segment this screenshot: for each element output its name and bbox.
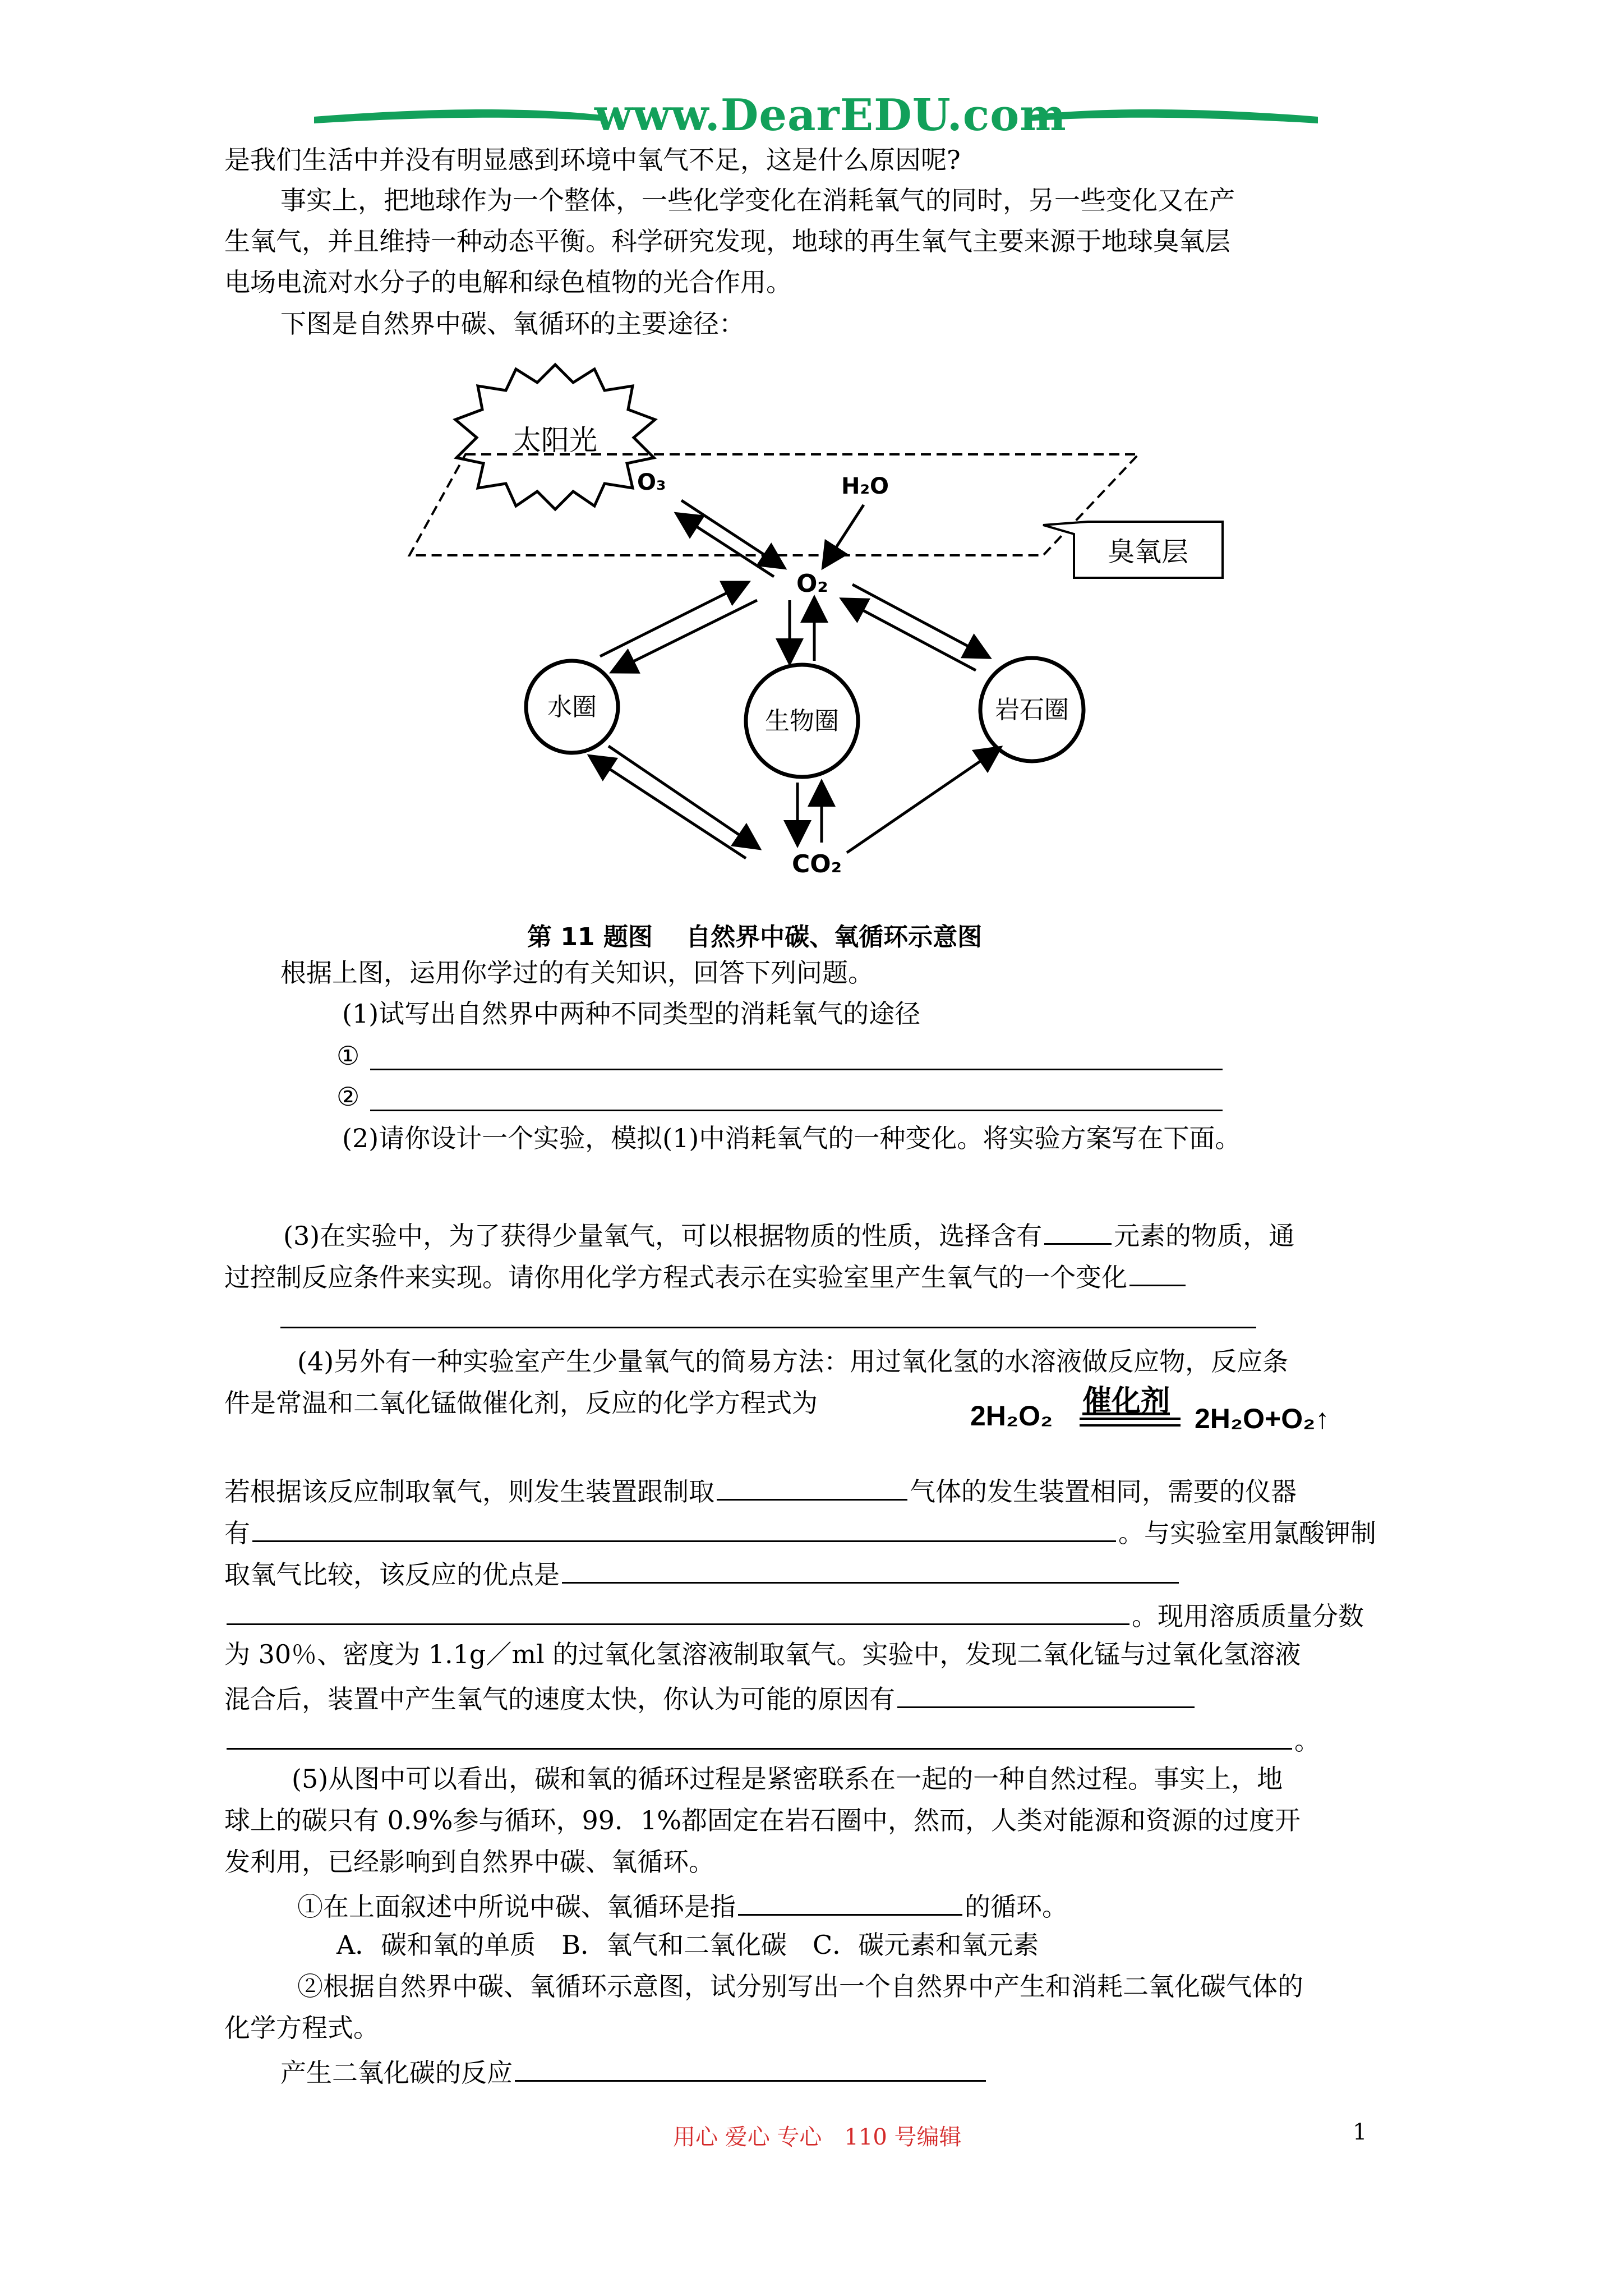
question-2: (2)请你设计一个实验，模拟(1)中消耗氧气的一种变化。将实验方案写在下面。 <box>342 1123 1241 1153</box>
q4-text-e: 取氧气比较，该反应的优点是 <box>224 1559 560 1590</box>
diagram-caption: 第 11 题图 自然界中碳、氧循环示意图 <box>527 923 983 951</box>
q4-gas-blank[interactable] <box>717 1473 907 1501</box>
question-4-line-2: 件是常温和二氧化锰做催化剂，反应的化学方程式为 <box>224 1388 818 1418</box>
q3-text-b: 元素的物质，通 <box>1114 1221 1295 1251</box>
q4-text-c2: 气体的发生装置相同，需要的仪器 <box>910 1476 1297 1507</box>
answer-marker-2: ② <box>336 1082 360 1112</box>
q5-produce-co2-blank[interactable] <box>515 2054 986 2082</box>
biosphere-label: 生物圈 <box>765 707 839 735</box>
h2o-label: H₂O <box>841 473 889 499</box>
q4-instrument-blank[interactable] <box>252 1515 1116 1542</box>
paragraph-line: 下图是自然界中碳、氧循环的主要途径： <box>280 309 745 339</box>
equation-products: 2H₂O+O₂↑ <box>1195 1403 1330 1434</box>
equation-catalyst: 催化剂 <box>1082 1385 1170 1418</box>
question-5-line-3: 发利用，已经影响到自然界中碳、氧循环。 <box>224 1847 714 1877</box>
ozone-layer-label: 臭氧层 <box>1107 536 1189 568</box>
question-5-line-5: ②根据自然界中碳、氧循环示意图，试分别写出一个自然界中产生和消耗二氧化碳气体的 <box>297 1971 1303 2001</box>
page-number: 1 <box>1353 2119 1367 2145</box>
q4-reason-blank[interactable] <box>897 1681 1195 1708</box>
q4-text-h: 混合后，装置中产生氧气的速度太快，你认为可能的原因有 <box>224 1684 895 1714</box>
question-4-line-7: 为 30％、密度为 1.1g／ml 的过氧化氢溶液制取氧气。实验中，发现二氧化锰与过氧化氢溶液 <box>224 1639 1301 1669</box>
q3-equation-blank[interactable] <box>1129 1259 1186 1286</box>
h2o2-equation <box>965 1377 1368 1444</box>
q4-text-d1: 有 <box>224 1518 250 1548</box>
question-4-line-9 <box>224 1722 1320 1756</box>
question-5-options: A．碳和氧的单质 B．氧气和二氧化碳 C．碳元素和氧元素 <box>336 1930 1039 1960</box>
answer-line-1[interactable] <box>370 1069 1223 1070</box>
q4-reason-blank-2[interactable] <box>227 1722 1292 1750</box>
question-5-line-2: 球上的碳只有 0.9%参与循环，99．1%都固定在岩石圈中，然而，人类对能源和资源的过度开 <box>224 1805 1301 1835</box>
question-4-line-3 <box>224 1473 1297 1507</box>
o3-label: O₃ <box>637 470 666 495</box>
answer-line-2[interactable] <box>370 1110 1223 1111</box>
equation-double-line <box>1080 1418 1181 1427</box>
q4-text-c1: 若根据该反应制取氧气，则发生装置跟制取 <box>224 1476 714 1507</box>
q4-advantage-blank-2[interactable] <box>227 1598 1129 1625</box>
question-3-line-2 <box>224 1259 1188 1293</box>
q5-text-h: 产生二氧化碳的反应 <box>280 2058 513 2088</box>
o2-label: O₂ <box>796 569 828 598</box>
paragraph-line: 电场电流对水分子的电解和绿色植物的光合作用。 <box>224 267 792 297</box>
question-intro: 根据上图，运用你学过的有关知识，回答下列问题。 <box>280 958 874 988</box>
question-1: (1)试写出自然界中两种不同类型的消耗氧气的途径 <box>342 999 921 1029</box>
q3-element-blank[interactable] <box>1044 1217 1112 1245</box>
paragraph-line: 是我们生活中并没有明显感到环境中氧气不足，这是什么原因呢? <box>224 145 961 175</box>
question-5-line-1: (5)从图中可以看出，碳和氧的循环过程是紧密联系在一起的一种自然过程。事实上，地 <box>292 1764 1283 1794</box>
lithosphere-label: 岩石圈 <box>995 696 1069 724</box>
q5-text-d2: 的循环。 <box>965 1892 1068 1922</box>
site-url: www.DearEDU.com <box>594 90 1067 141</box>
question-5-line-4 <box>297 1888 1068 1922</box>
answer-marker-1: ① <box>336 1041 360 1071</box>
carbon-oxygen-cycle-diagram <box>393 353 1267 914</box>
question-5-line-6: 化学方程式。 <box>224 2013 379 2043</box>
q4-text-d2: 。与实验室用氯酸钾制 <box>1118 1518 1376 1548</box>
q5-text-d1: ①在上面叙述中所说中碳、氧循环是指 <box>297 1892 736 1922</box>
co2-label: CO₂ <box>792 850 842 878</box>
paragraph-line: 生氧气，并且维持一种动态平衡。科学研究发现，地球的再生氧气主要来源于地球臭氧层 <box>224 226 1230 256</box>
q4-advantage-blank[interactable] <box>562 1556 1179 1584</box>
question-3-line-1 <box>283 1217 1294 1251</box>
paragraph-line: 事实上，把地球作为一个整体，一些化学变化在消耗氧气的同时，另一些变化又在产 <box>280 185 1235 215</box>
question-5-line-7 <box>280 2054 988 2088</box>
hydrosphere-label: 水圈 <box>547 693 597 721</box>
q3-text-c: 过控制反应条件来实现。请你用化学方程式表示在实验室里产生氧气的一个变化 <box>224 1262 1127 1292</box>
q3-equation-line[interactable] <box>280 1327 1256 1328</box>
question-4-line-1: (4)另外有一种实验室产生少量氧气的简易方法：用过氧化氢的水溶液做反应物，反应条 <box>297 1346 1289 1377</box>
q3-text-a: (3)在实验中，为了获得少量氧气，可以根据物质的性质，选择含有 <box>283 1221 1043 1251</box>
q4-text-i: 。 <box>1294 1726 1320 1756</box>
q5-cycle-blank[interactable] <box>738 1888 962 1916</box>
question-4-line-6 <box>224 1598 1364 1632</box>
question-4-line-4 <box>224 1515 1376 1549</box>
footer-text: 用心 爱心 专心 110 号编辑 <box>673 2124 962 2150</box>
question-4-line-5 <box>224 1556 1181 1590</box>
sun-label: 太阳光 <box>513 424 597 457</box>
equation-reactant: 2H₂O₂ <box>970 1400 1053 1432</box>
question-4-line-8 <box>224 1681 1197 1715</box>
q4-text-f: 。现用溶质质量分数 <box>1132 1601 1364 1631</box>
header-banner <box>303 84 1329 151</box>
